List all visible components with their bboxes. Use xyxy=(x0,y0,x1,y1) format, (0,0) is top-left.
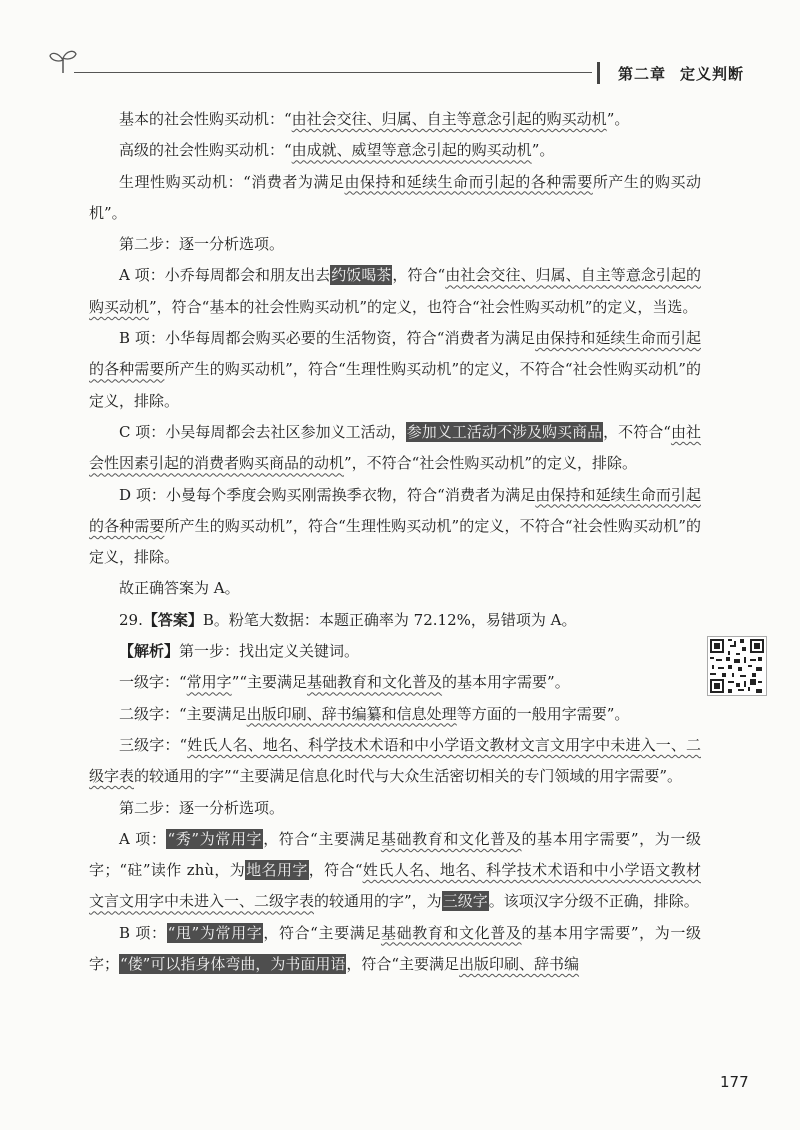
text-run: 所产生的购买动机”，符合“生理性购买动机”的定义，不符合“社会性购买动机”的定义，排除。 xyxy=(89,516,701,567)
underlined-keyword: 由保持和延续生命而引起的各种需要 xyxy=(89,329,701,379)
text-run: ，符合“ xyxy=(308,861,363,880)
text-run: 第一步：找出定义关键词。 xyxy=(179,642,360,661)
header-rule xyxy=(74,72,592,73)
highlighted-text: 参加义工活动不涉及购买商品 xyxy=(406,422,603,441)
paragraph xyxy=(89,167,701,230)
paragraph xyxy=(89,793,701,824)
text-run: B。粉笔大数据：本题正确率为 72.12%，易错项为 A。 xyxy=(202,610,577,629)
underlined-keyword: 出版印刷、辞书编纂和信息处理 xyxy=(246,704,457,723)
paragraph xyxy=(89,260,701,323)
paragraph xyxy=(89,135,701,166)
text-run: ”。 xyxy=(531,141,555,160)
paragraph xyxy=(89,104,701,135)
chapter-label: 第二章 xyxy=(617,65,666,83)
text-run: 的基本用字需要”，为一级字；“砫”读作 zhù，为 xyxy=(89,829,701,880)
underlined-keyword: 常用字 xyxy=(186,673,232,692)
text-run: ”，不符合“社会性购买动机”的定义，排除。 xyxy=(344,454,638,473)
paragraph xyxy=(89,417,701,480)
text-run: D 项：小曼每个季度会购买刚需换季衣物，符合“消费者为满足 xyxy=(119,485,536,504)
text-run: C 项：小吴每周都会去社区参加义工活动， xyxy=(119,422,406,441)
paragraph xyxy=(89,573,701,604)
text-run: 第二步：逐一分析选项。 xyxy=(119,798,285,817)
paragraph xyxy=(89,323,701,417)
underlined-keyword: 由保持和延续生命而引起的各种需要 xyxy=(89,485,701,535)
text-run: 三级字：“ xyxy=(119,735,188,754)
text-run: 所产生的购买动机”。 xyxy=(89,172,701,222)
text-run: 等方面的一般用字需要”。 xyxy=(456,704,630,723)
highlighted-text: 约饭喝茶 xyxy=(331,266,392,285)
underlined-keyword: 姓氏人名、地名、科学技术术语和中小学语文教材文言文用字中未进入一、二级字表 xyxy=(89,735,701,786)
sprout-icon xyxy=(48,48,78,74)
text-run: ，符合“主要满足 xyxy=(263,829,381,848)
highlighted-text: 三级字 xyxy=(442,892,488,911)
text-run: 所产生的购买动机”，符合“生理性购买动机”的定义，不符合“社会性购买动机”的定义，排除。 xyxy=(89,360,701,410)
underlined-keyword: 由社会性因素引起的消费者购买商品的动机 xyxy=(89,422,701,473)
underlined-keyword: 基础教育和文化普及 xyxy=(307,673,443,692)
text-run: 第二步：逐一分析选项。 xyxy=(119,235,285,254)
text-run: ”，符合“基本的社会性购买动机”的定义，也符合“社会性购买动机”的定义，当选。 xyxy=(149,297,698,316)
underlined-keyword: 基础教育和文化普及 xyxy=(380,923,522,942)
text-run: 高级的社会性购买动机：“ xyxy=(119,141,292,160)
underlined-keyword: 由社会交往、归属、自主等意念引起的购买动机 xyxy=(291,110,607,128)
page-body xyxy=(89,104,701,980)
underlined-keyword: 由社会交往、归属、自主等意念引起的购买动机 xyxy=(89,266,701,316)
page-number: 177 xyxy=(720,1073,749,1091)
bold-label: 【解析】 xyxy=(119,642,180,661)
text-run: 故正确答案为 A。 xyxy=(119,579,240,598)
text-run: 的基本用字需要”，为一级字； xyxy=(89,923,702,974)
paragraph xyxy=(89,730,701,793)
page-header xyxy=(48,48,750,88)
underlined-keyword: 出版印刷、辞书编 xyxy=(459,955,580,974)
underlined-keyword: 姓氏人名、地名、科学技术术语和中小学语文教材文言文用字中未进入一、二级字表 xyxy=(89,861,701,911)
text-run: B 项： xyxy=(119,923,167,942)
paragraph xyxy=(89,605,701,636)
paragraph xyxy=(89,667,701,698)
paragraph xyxy=(89,229,701,260)
text-run: B 项：小华每周都会购买必要的生活物资，符合“消费者为满足 xyxy=(119,329,536,348)
text-run: 的较通用的字”“主要满足信息化时代与大众生活密切相关的专门领域的用字需要”。 xyxy=(134,767,683,786)
highlighted-text: “秀”为常用字 xyxy=(167,829,263,848)
highlighted-text: 地名用字 xyxy=(246,861,308,880)
text-run: ”。 xyxy=(606,110,630,128)
text-run: 29. xyxy=(119,610,143,629)
bold-label: 【答案】 xyxy=(142,610,203,629)
paragraph xyxy=(89,918,701,981)
text-run: 。该项汉字分级不正确，排除。 xyxy=(488,892,699,911)
underlined-keyword: 由成就、威望等意念引起的购买动机 xyxy=(291,141,532,160)
highlighted-text: “偻”可以指身体弯曲，为书面用语 xyxy=(120,955,346,974)
section-label: 定义判断 xyxy=(679,65,744,83)
text-run: 二级字：“主要满足 xyxy=(119,704,247,723)
chapter-title xyxy=(618,63,744,84)
paragraph xyxy=(89,636,701,667)
text-run: 生理性购买动机：“消费者为满足 xyxy=(119,172,345,191)
text-run: A 项：小乔每周都会和朋友出去 xyxy=(119,266,331,285)
underlined-keyword: 基础教育和文化普及 xyxy=(380,829,522,848)
text-run: ，不符合“ xyxy=(603,422,671,441)
text-run: 的基本用字需要”。 xyxy=(442,673,570,692)
paragraph xyxy=(89,699,701,730)
qr-code[interactable] xyxy=(707,636,767,696)
highlighted-text: “甩”为常用字 xyxy=(167,923,263,942)
text-run: ”“主要满足 xyxy=(231,673,308,692)
text-run: 基本的社会性购买动机：“ xyxy=(119,110,292,128)
text-run: A 项： xyxy=(119,829,167,848)
paragraph xyxy=(89,824,701,918)
paragraph xyxy=(89,480,701,574)
text-run: ，符合“主要满足 xyxy=(263,923,381,942)
underlined-keyword: 由保持和延续生命而引起的各种需要 xyxy=(344,172,593,191)
text-run: 一级字：“ xyxy=(119,673,187,692)
text-run: ，符合“主要满足 xyxy=(346,955,460,974)
text-run: 的较通用的字”，为 xyxy=(314,892,442,911)
text-run: ，符合“ xyxy=(392,266,446,285)
